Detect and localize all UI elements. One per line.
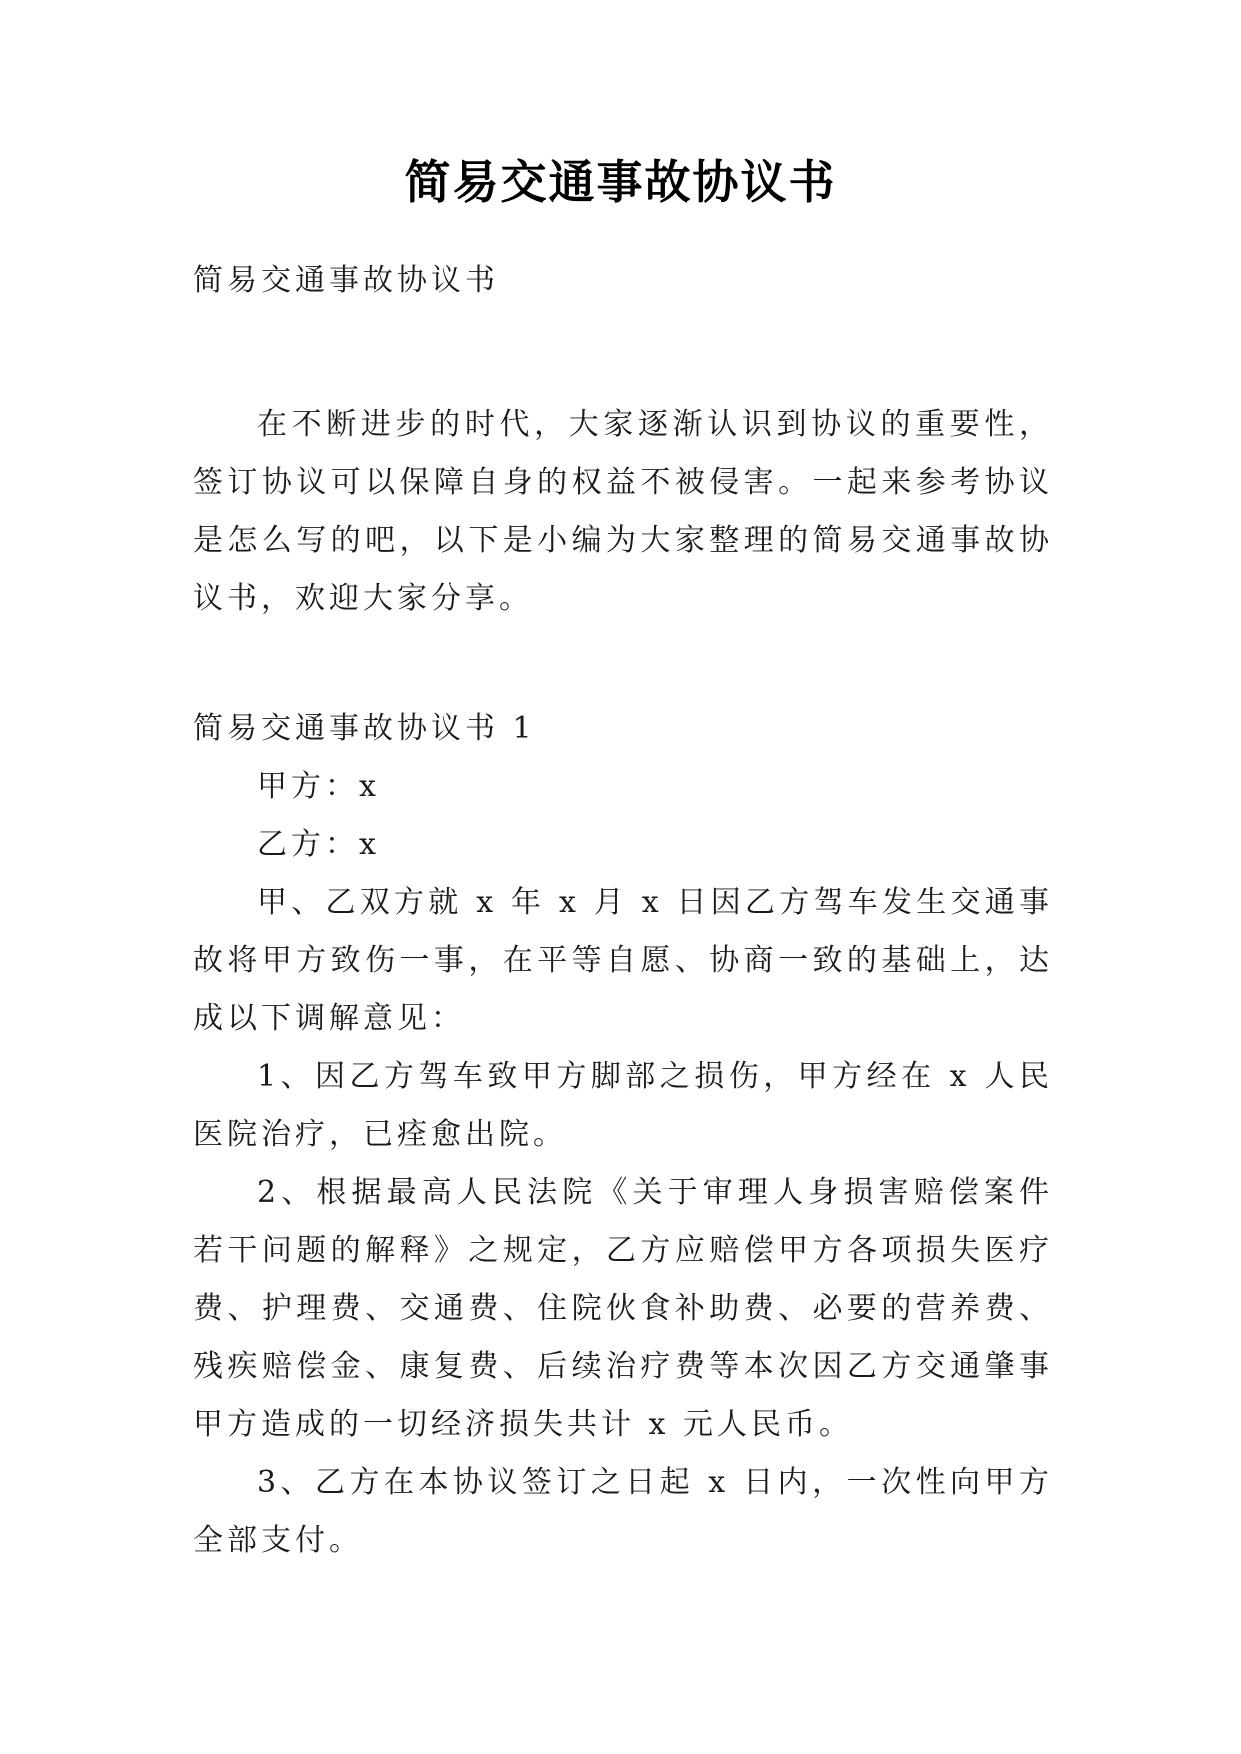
intro-paragraph: 在不断进步的时代，大家逐渐认识到协议的重要性，签订协议可以保障自身的权益不被侵害。一起来参考协议是怎么写的吧，以下是小编为大家整理的简易交通事故协议书，欢迎大家分享。 <box>193 407 1053 616</box>
document-title: 简易交通事故协议书 <box>404 155 837 209</box>
party-a-line: 甲方：x <box>257 769 380 804</box>
preamble-paragraph: 甲、乙双方就 x 年 x 月 x 日因乙方驾车发生交通事故将甲方致伤一事，在平等自愿、协商一致的基础上，达成以下调解意见： <box>193 885 1053 1036</box>
clause-3-paragraph: 3、乙方在本协议签订之日起 x 日内，一次性向甲方全部支付。 <box>193 1465 1053 1558</box>
clause-1-paragraph: 1、因乙方驾车致甲方脚部之损伤，甲方经在 x 人民医院治疗，已痊愈出院。 <box>193 1059 1053 1152</box>
party-b-line: 乙方：x <box>257 827 380 862</box>
clause-2-paragraph: 2、根据最高人民法院《关于审理人身损害赔偿案件若干问题的解释》之规定，乙方应赔偿甲方各项损失医疗费、护理费、交通费、住院伙食补助费、必要的营养费、残疾赔偿金、康复费、后续治疗费等本次因乙方交通肇事甲方造成的一切经济损失共计 x 元人民币。 <box>193 1175 1053 1442</box>
section-heading: 简易交通事故协议书 1 <box>193 711 536 746</box>
document-subtitle: 简易交通事故协议书 <box>193 263 499 298</box>
